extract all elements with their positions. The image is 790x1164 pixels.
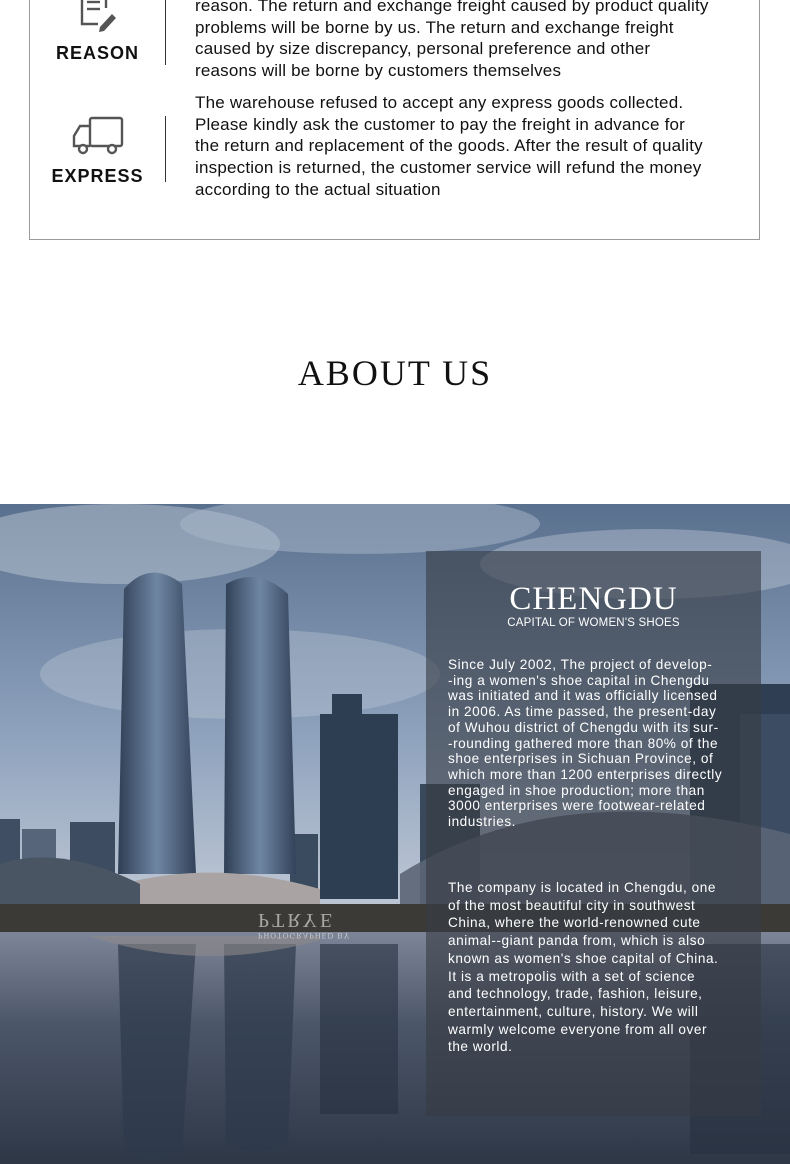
policy-label-reason: REASON [55, 43, 139, 63]
truck-icon [70, 116, 126, 156]
watermark-small: PHOTOGRAPHED BY [258, 931, 351, 940]
card-paragraph-history: Since July 2002, The project of develop- -ing a women's shoe capital in Chengdu was initiated and it was officially licensed in 2006. As time passed, the present-day of Wuhou district of Chengdu with its sur- -rounding gathered more than 80% of the shoe enterprises in Sichuan Province, of which more than 1200 enterprises directly engaged in shoe production; more than 3000 enterprises were footwear-related industries. [448, 657, 723, 830]
divider [165, 116, 166, 182]
divider [165, 0, 166, 65]
policy-icon-col [30, 116, 165, 187]
policy-icon-col [30, 0, 165, 64]
policy-row-reason [30, 0, 759, 81]
card-title: CHENGDU [509, 581, 678, 617]
photographer-watermark [258, 908, 350, 940]
policy-text-reason: reason. The return and exchange freight caused by product quality problems will be borne by us. The return and exchange freight caused by size discrepancy, personal preference and other reasons will be borne by customers themselves [195, 0, 709, 81]
watermark-big: PTRYE [258, 909, 336, 931]
document-edit-icon [76, 0, 120, 34]
card-paragraph-company: The company is located in Chengdu, one of the most beautiful city in southwest China, where the world-renowned cute animal--giant panda from, which is also known as women's shoe capital of China. It is a metropolis with a set of science and technology, trade, fashion, leisure, entertainment, culture, history. We will warmly welcome everyone from all over the world. [448, 880, 719, 1055]
chengdu-cityscape-panel [0, 504, 790, 1164]
policy-text-express: The warehouse refused to accept any express goods collected. Please kindly ask the customer to pay the freight in advance for the return and replacement of the goods. After the result of quality inspection is returned, the customer service will refund the money according to the actual situation [195, 93, 703, 199]
chengdu-info-card [426, 551, 761, 1116]
return-policy-box [29, 0, 760, 240]
about-us-heading: ABOUT US [297, 353, 493, 393]
card-subtitle: CAPITAL OF WOMEN'S SHOES [507, 617, 680, 629]
policy-row-express [30, 92, 759, 212]
policy-label-express: EXPRESS [51, 166, 144, 186]
